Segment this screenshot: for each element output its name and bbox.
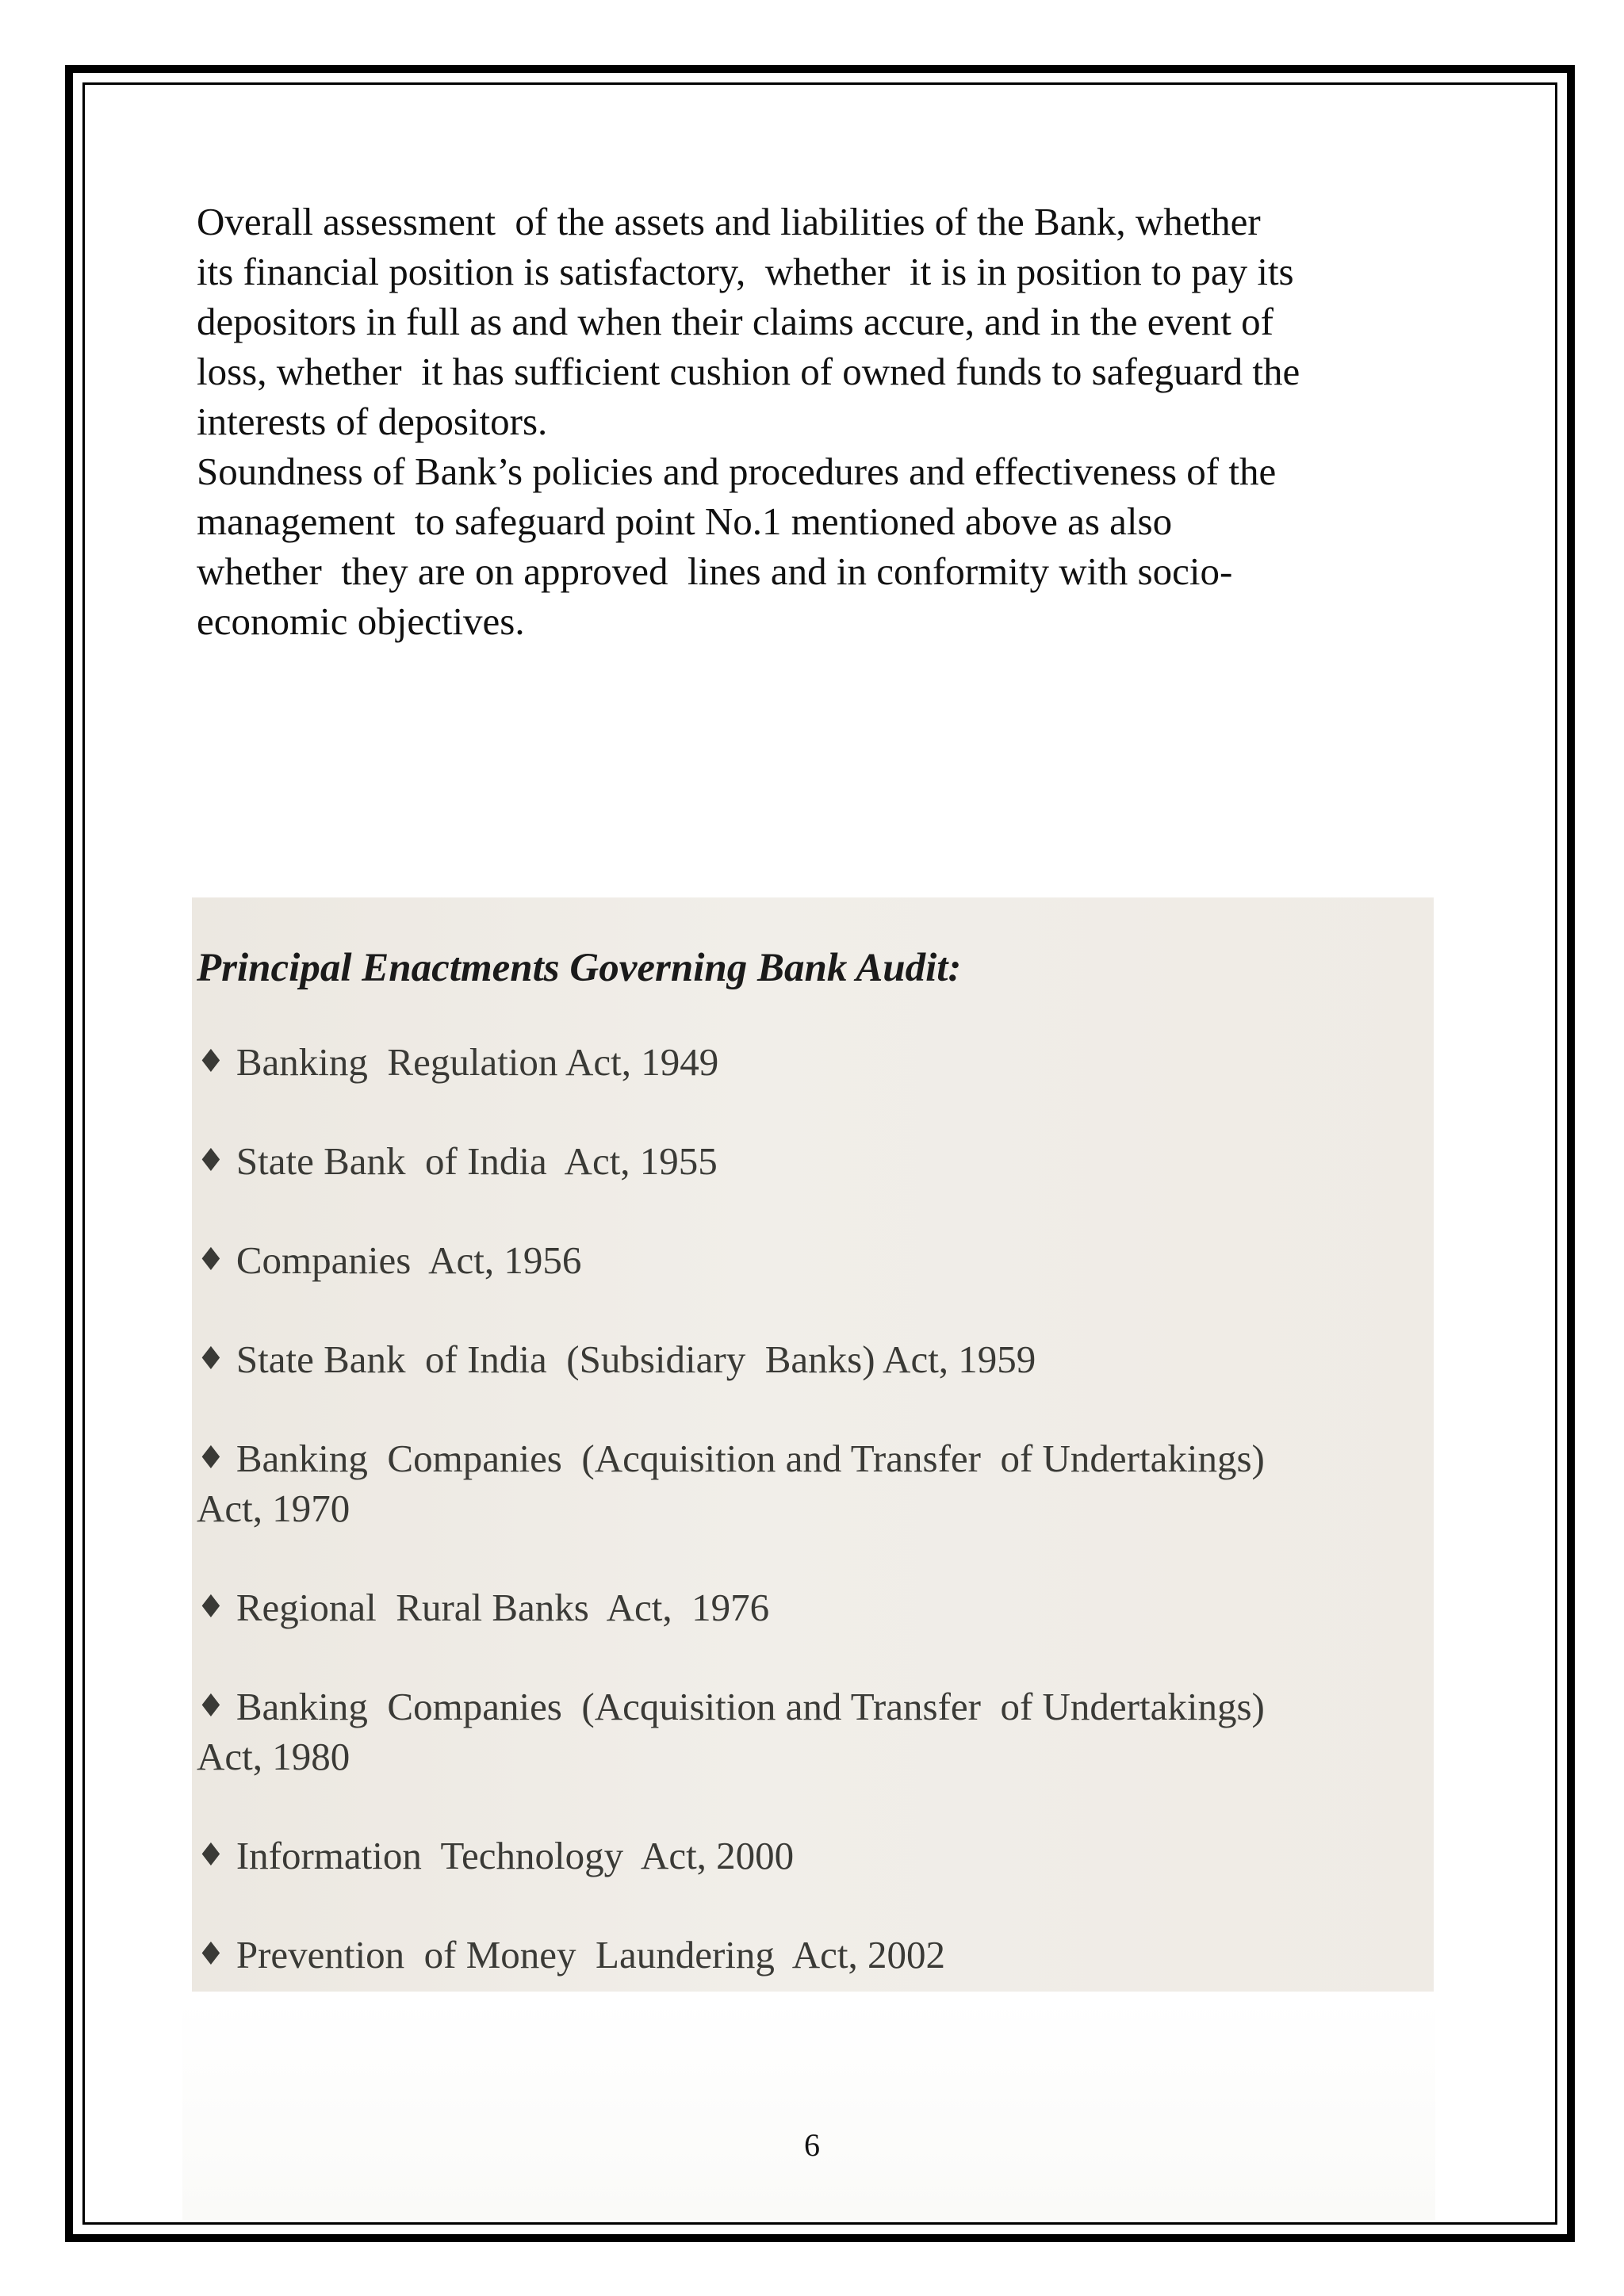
enactment-item [197,1831,1265,1881]
intro-line: loss, whether it has sufficient cushion of owned funds to safeguard the [197,350,1300,393]
diamond-bullet-icon: ♦ [197,1142,225,1179]
intro-line: whether they are on approved lines and in conformity with socio- [197,549,1233,593]
diamond-bullet-icon: ♦ [197,1242,225,1278]
diamond-bullet-icon: ♦ [197,1341,225,1377]
enactments-list [197,1037,1265,2029]
enactment-label: Banking Regulation Act, 1949 [236,1040,719,1084]
intro-line: economic objectives. [197,599,525,643]
enactment-item [197,1433,1265,1533]
enactments-box [192,897,1434,1992]
enactment-item [197,1682,1265,1781]
enactment-item [197,1136,1265,1186]
enactment-label: Information Technology Act, 2000 [236,1834,795,1877]
intro-line: interests of depositors. [197,400,548,443]
enactment-label: Prevention of Money Laundering Act, 2002 [236,1933,945,1976]
enactment-label: State Bank of India Act, 1955 [236,1139,718,1183]
intro-line: management to safeguard point No.1 mentioned above as also [197,499,1173,543]
enactment-label: Banking Companies (Acquisition and Transfer of Undertakings) Act, 1980 [197,1685,1265,1778]
intro-line: Soundness of Bank’s policies and procedures and effectiveness of the [197,450,1277,493]
intro-text [197,197,1450,646]
enactments-title: Principal Enactments Governing Bank Audit: [197,946,962,990]
intro-line: its financial position is satisfactory, whether it is in position to pay its [197,250,1294,293]
diamond-bullet-icon: ♦ [197,1936,225,1973]
enactment-label: Companies Act, 1956 [236,1238,582,1282]
diamond-bullet-icon: ♦ [197,1837,225,1873]
intro-line: Overall assessment of the assets and liabilities of the Bank, whether [197,200,1261,243]
enactment-label: State Bank of India (Subsidiary Banks) Act, 1959 [236,1337,1036,1381]
diamond-bullet-icon: ♦ [197,1043,225,1080]
diamond-bullet-icon: ♦ [197,1589,225,1625]
enactment-item [197,1235,1265,1285]
intro-line: depositors in full as and when their claims accure, and in the event of [197,300,1274,343]
enactment-item [197,1582,1265,1632]
enactment-item [197,1334,1265,1384]
diamond-bullet-icon: ♦ [197,1688,225,1724]
enactment-label: Regional Rural Banks Act, 1976 [236,1586,770,1629]
diamond-bullet-icon: ♦ [197,1440,225,1476]
enactment-item [197,1037,1265,1087]
page-number: 6 [804,2127,820,2163]
page-fade [182,1998,1435,2220]
enactment-label: Banking Companies (Acquisition and Transfer of Undertakings) Act, 1970 [197,1437,1265,1530]
enactment-item [197,1930,1265,1980]
